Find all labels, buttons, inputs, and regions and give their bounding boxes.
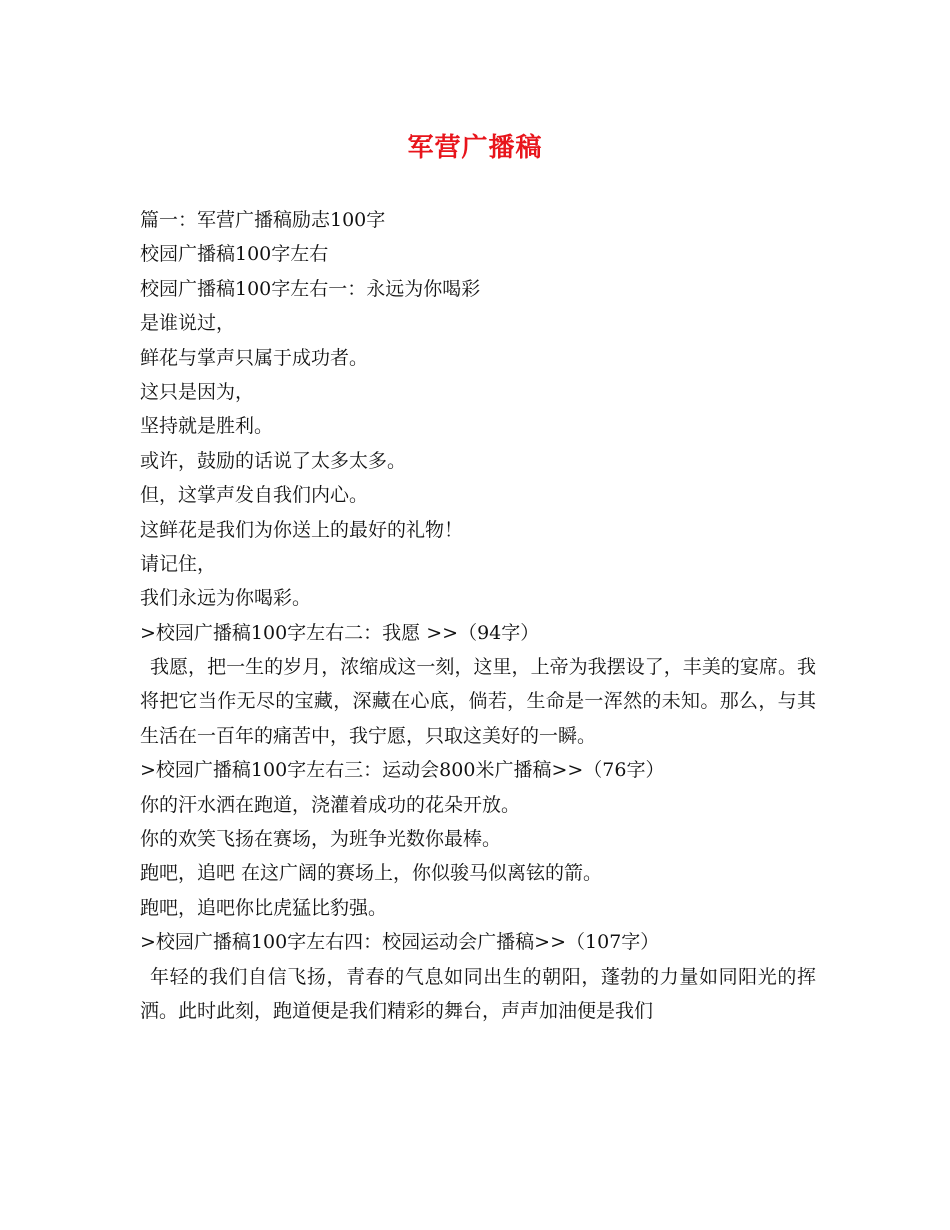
text-line: 跑吧，追吧 在这广阔的赛场上，你似骏马似离铉的箭。 <box>140 862 603 885</box>
section-heading: >校园广播稿100字左右四：校园运动会广播稿>>（107字） <box>140 931 660 954</box>
section-heading: >校园广播稿100字左右三：运动会800米广播稿>>（76字） <box>140 759 665 782</box>
paragraph-wish: 我愿，把一生的岁月，浓缩成这一刻，这里，上帝为我摆设了，丰美的宴席。我将把它当作无尽的宝藏，深藏在心底，倘若，生命是一浑然的未知。那么，与其生活在一百年的痛苦中，我宁愿，只取这美好的一瞬。 <box>140 656 816 747</box>
text-line: 但，这掌声发自我们内心。 <box>140 484 369 507</box>
text-line: 跑吧，追吧你比虎猛比豹强。 <box>140 896 388 919</box>
text-line: 坚持就是胜利。 <box>140 415 274 438</box>
text-line: 请记住， <box>140 552 217 575</box>
text-line: 或许，鼓励的话说了太多太多。 <box>140 449 407 472</box>
text-line: 校园广播稿100字左右一：永远为你喝彩 <box>140 277 481 300</box>
text-line: 校园广播稿100字左右 <box>140 243 329 266</box>
text-line: 你的汗水洒在跑道，浇灌着成功的花朵开放。 <box>140 793 521 816</box>
document-body <box>140 203 816 1028</box>
section-heading: >校园广播稿100字左右二：我愿 >>（94字） <box>140 621 540 644</box>
text-line: 我们永远为你喝彩。 <box>140 587 312 610</box>
text-line: 这鲜花是我们为你送上的最好的礼物！ <box>140 518 464 541</box>
text-line: 是谁说过， <box>140 312 236 335</box>
text-line: 篇一：军营广播稿励志100字 <box>140 209 386 231</box>
document-title: 军营广播稿 <box>407 133 543 163</box>
paragraph-sports-meet: 年轻的我们自信飞扬，青春的气息如同出生的朝阳，蓬勃的力量如同阳光的挥洒。此时此刻，跑道便是我们精彩的舞台，声声加油便是我们 <box>140 965 816 1023</box>
text-line: 这只是因为， <box>140 380 255 403</box>
text-line: 鲜花与掌声只属于成功者。 <box>140 346 369 369</box>
text-line: 你的欢笑飞扬在赛场，为班争光数你最棒。 <box>140 828 502 851</box>
